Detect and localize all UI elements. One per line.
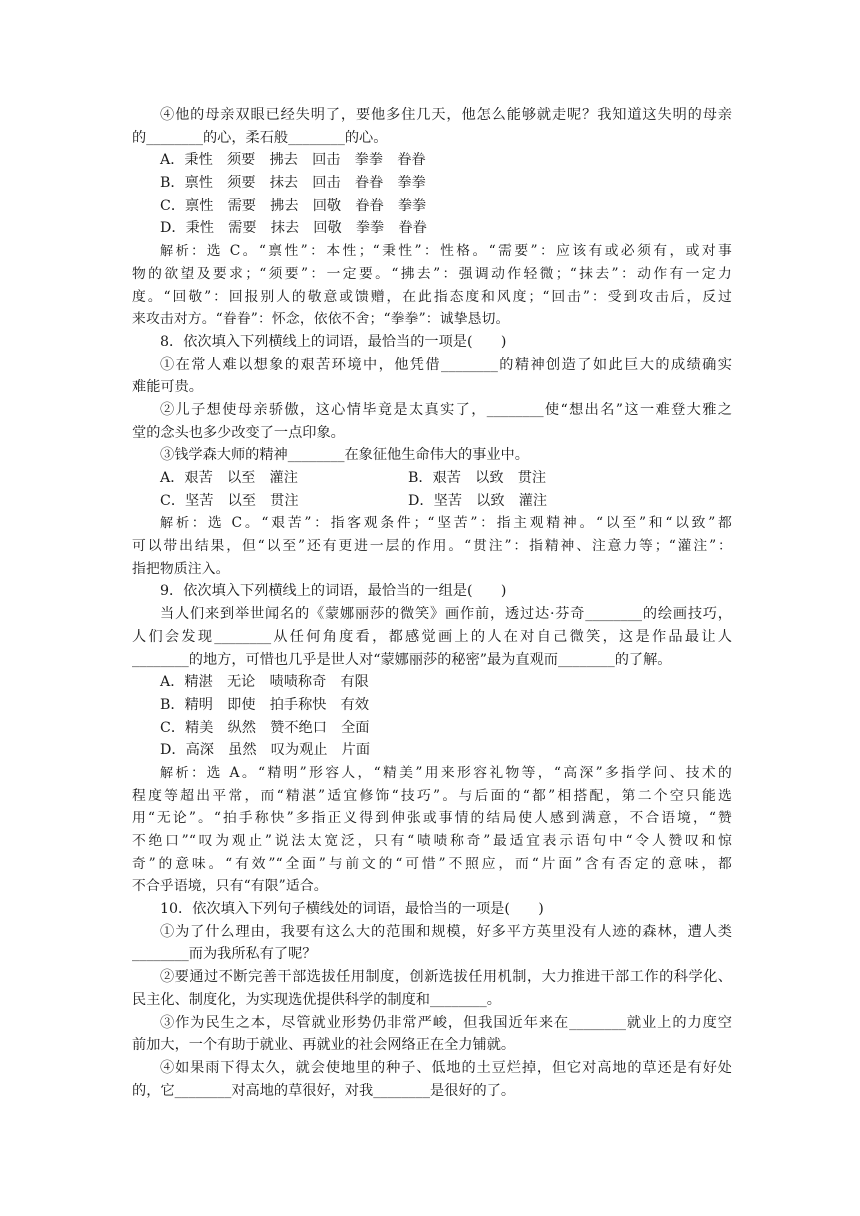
q7-analysis-line1 (132, 240, 732, 263)
q9-analysis-line6: 不合乎语境，只有“有限”适合。 (132, 878, 328, 895)
q9-analysis-line2: 程度等超出平常，而“精湛”适宜修饰“技巧”。与后面的“都”相搭配，第二个空只能选 (132, 787, 732, 804)
q8-analysis-line2: 可以带出结果，但“以至”还有更进一层的作用。“贯注”：指精神、注意力等；“灌注”： (132, 538, 732, 555)
q7-analysis-line3: 度。“回敬”：回报别人的敬意或馈赠，在此指态度和风度；“回击”：受到攻击后，反过 (132, 288, 732, 305)
q9-analysis-line3: 用“无论”。“拍手称快”多指正义得到伸张或事情的结局使人感到满意，不合语境，“赞 (132, 810, 732, 827)
q9-analysis-label: 解析： (160, 765, 207, 781)
q10-sentence2-line1: ②要通过不断完善干部选拔任用制度，创新选拔任用机制，大力推进干部工作的科学化、 (160, 969, 732, 986)
q9-option-c: C．精美 纵然 赞不绝口 全面 (160, 719, 370, 736)
q8-sentence1-line2: 难能可贵。 (132, 379, 203, 396)
q7-analysis-text1: 选 C。“禀性”：本性；“秉性”：性格。“需要”：应该有或必须有，或对事 (206, 243, 732, 260)
q7-option-b: B．禀性 须要 抹去 回击 眷眷 拳拳 (160, 175, 426, 192)
q7-option-c: C．禀性 需要 拂去 回敬 眷眷 拳拳 (160, 197, 427, 214)
q8-sentence2-line1: ②儿子想使母亲骄傲，这心情毕竟是太真实了，________使“想出名”这一难登大雅之 (160, 401, 732, 418)
q9-stem-line3: ________的地方，可惜也几乎是世人对“蒙娜丽莎的秘密”最为直观而________的了解。 (132, 651, 672, 668)
q9-title: 9．依次填入下列横线上的词语，最恰当的一组是( ) (160, 583, 507, 600)
q8-title: 8．依次填入下列横线上的词语，最恰当的一项是( ) (160, 333, 507, 350)
q7-analysis-line4: 来攻击对方。“眷眷”：怀念，依依不舍；“拳拳”：诚挚恳切。 (132, 311, 510, 328)
q8-option-c: C．坚苦 以至 贯注 (160, 492, 299, 509)
q8-analysis-line1 (132, 512, 732, 535)
q10-sentence3-line2: 前加大，一个有助于就业、再就业的社会网络正在全力铺就。 (132, 1037, 516, 1054)
q9-option-d: D．高深 虽然 叹为观止 片面 (160, 742, 371, 759)
q9-analysis-text1: 选 A。“精明”形容人，“精美”用来形容礼物等，“高深”多指学问、技术的 (206, 764, 732, 781)
q8-analysis-line3: 指把物质注入。 (132, 560, 230, 577)
page-content (132, 104, 732, 1102)
q7-option-a: A．秉性 须要 拂去 回击 拳拳 眷眷 (160, 152, 426, 169)
q7-stem4-line2: 的________的心，柔石般________的心。 (132, 129, 388, 146)
q9-analysis-line4: 不绝口”“叹为观止”说法太宽泛，只有“啧啧称奇”最适宜表示语句中“令人赞叹和惊 (132, 833, 732, 849)
q8-analysis-label: 解析： (160, 516, 208, 532)
q10-sentence4-line1: ④如果雨下得太久，就会使地里的种子、低地的土豆烂掉，但它对高地的草还是有好处 (160, 1059, 732, 1076)
q8-options-row2 (132, 490, 732, 513)
q7-option-d: D．秉性 需要 抹去 回敬 拳拳 眷眷 (160, 220, 427, 237)
q10-sentence1-line2: ________而为我所私有了呢？ (132, 946, 317, 963)
q8-options-row1 (132, 467, 732, 490)
q10-sentence4-line2: 的，它________对高地的草很好，对我________是很好的了。 (132, 1082, 516, 1099)
q9-analysis-line1 (132, 762, 732, 785)
q9-stem-line1: 当人们来到举世闻名的《蒙娜丽莎的微笑》画作前，透过达·芬奇________的绘画技巧， (160, 606, 732, 623)
q9-option-b: B．精明 即使 拍手称快 有效 (160, 696, 370, 713)
q7-stem4-line1: ④他的母亲双眼已经失明了，要他多住几天，他怎么能够就走呢？我知道这失明的母亲 (160, 107, 732, 123)
q10-sentence3-line1: ③作为民生之本，尽管就业形势仍非常严峻，但我国近年来在________就业上的力度空 (160, 1014, 732, 1031)
q9-analysis-line5: 奇”的意味。“有效”“全面”与前文的“可惜”不照应，而“片面”含有否定的意味，都 (132, 855, 732, 872)
q7-analysis-line2: 物的欲望及要求；“须要”：一定要。“拂去”：强调动作轻微；“抹去”：动作有一定力 (132, 265, 732, 282)
q8-sentence3-line1: ③钱学森大师的精神________在象征他生命伟大的事业中。 (160, 447, 529, 464)
q8-option-a: A．艰苦 以至 灌注 (160, 470, 298, 486)
q10-sentence2-line2: 民主化、制度化，为实现选优提供科学的制度和________。 (132, 991, 501, 1008)
q9-stem-line2: 人们会发现________从任何角度看，都感觉画上的人在对自己微笑，这是作品最让人 (132, 628, 732, 645)
q10-sentence1-line1: ①为了什么理由，我要有这么大的范围和规模，好多平方英里没有人迹的森林，遭人类 (160, 923, 732, 940)
q9-option-a: A．精湛 无论 啧啧称奇 有限 (160, 674, 369, 691)
q8-option-b: B．艰苦 以致 贯注 (408, 470, 547, 486)
q8-sentence1-line1: ①在常人难以想象的艰苦环境中，他凭借________的精神创造了如此巨大的成绩确实 (160, 356, 732, 373)
q8-analysis-text1: 选 C。“艰苦”：指客观条件；“坚苦”：指主观精神。“以至”和“以致”都 (207, 515, 732, 532)
q8-sentence2-line2: 堂的念头也多少改变了一点印象。 (132, 424, 345, 441)
q7-analysis-label: 解析： (160, 244, 207, 260)
q8-option-d: D．坚苦 以致 灌注 (408, 492, 548, 509)
q10-title: 10．依次填入下列句子横线处的词语，最恰当的一项是( ) (160, 901, 544, 918)
